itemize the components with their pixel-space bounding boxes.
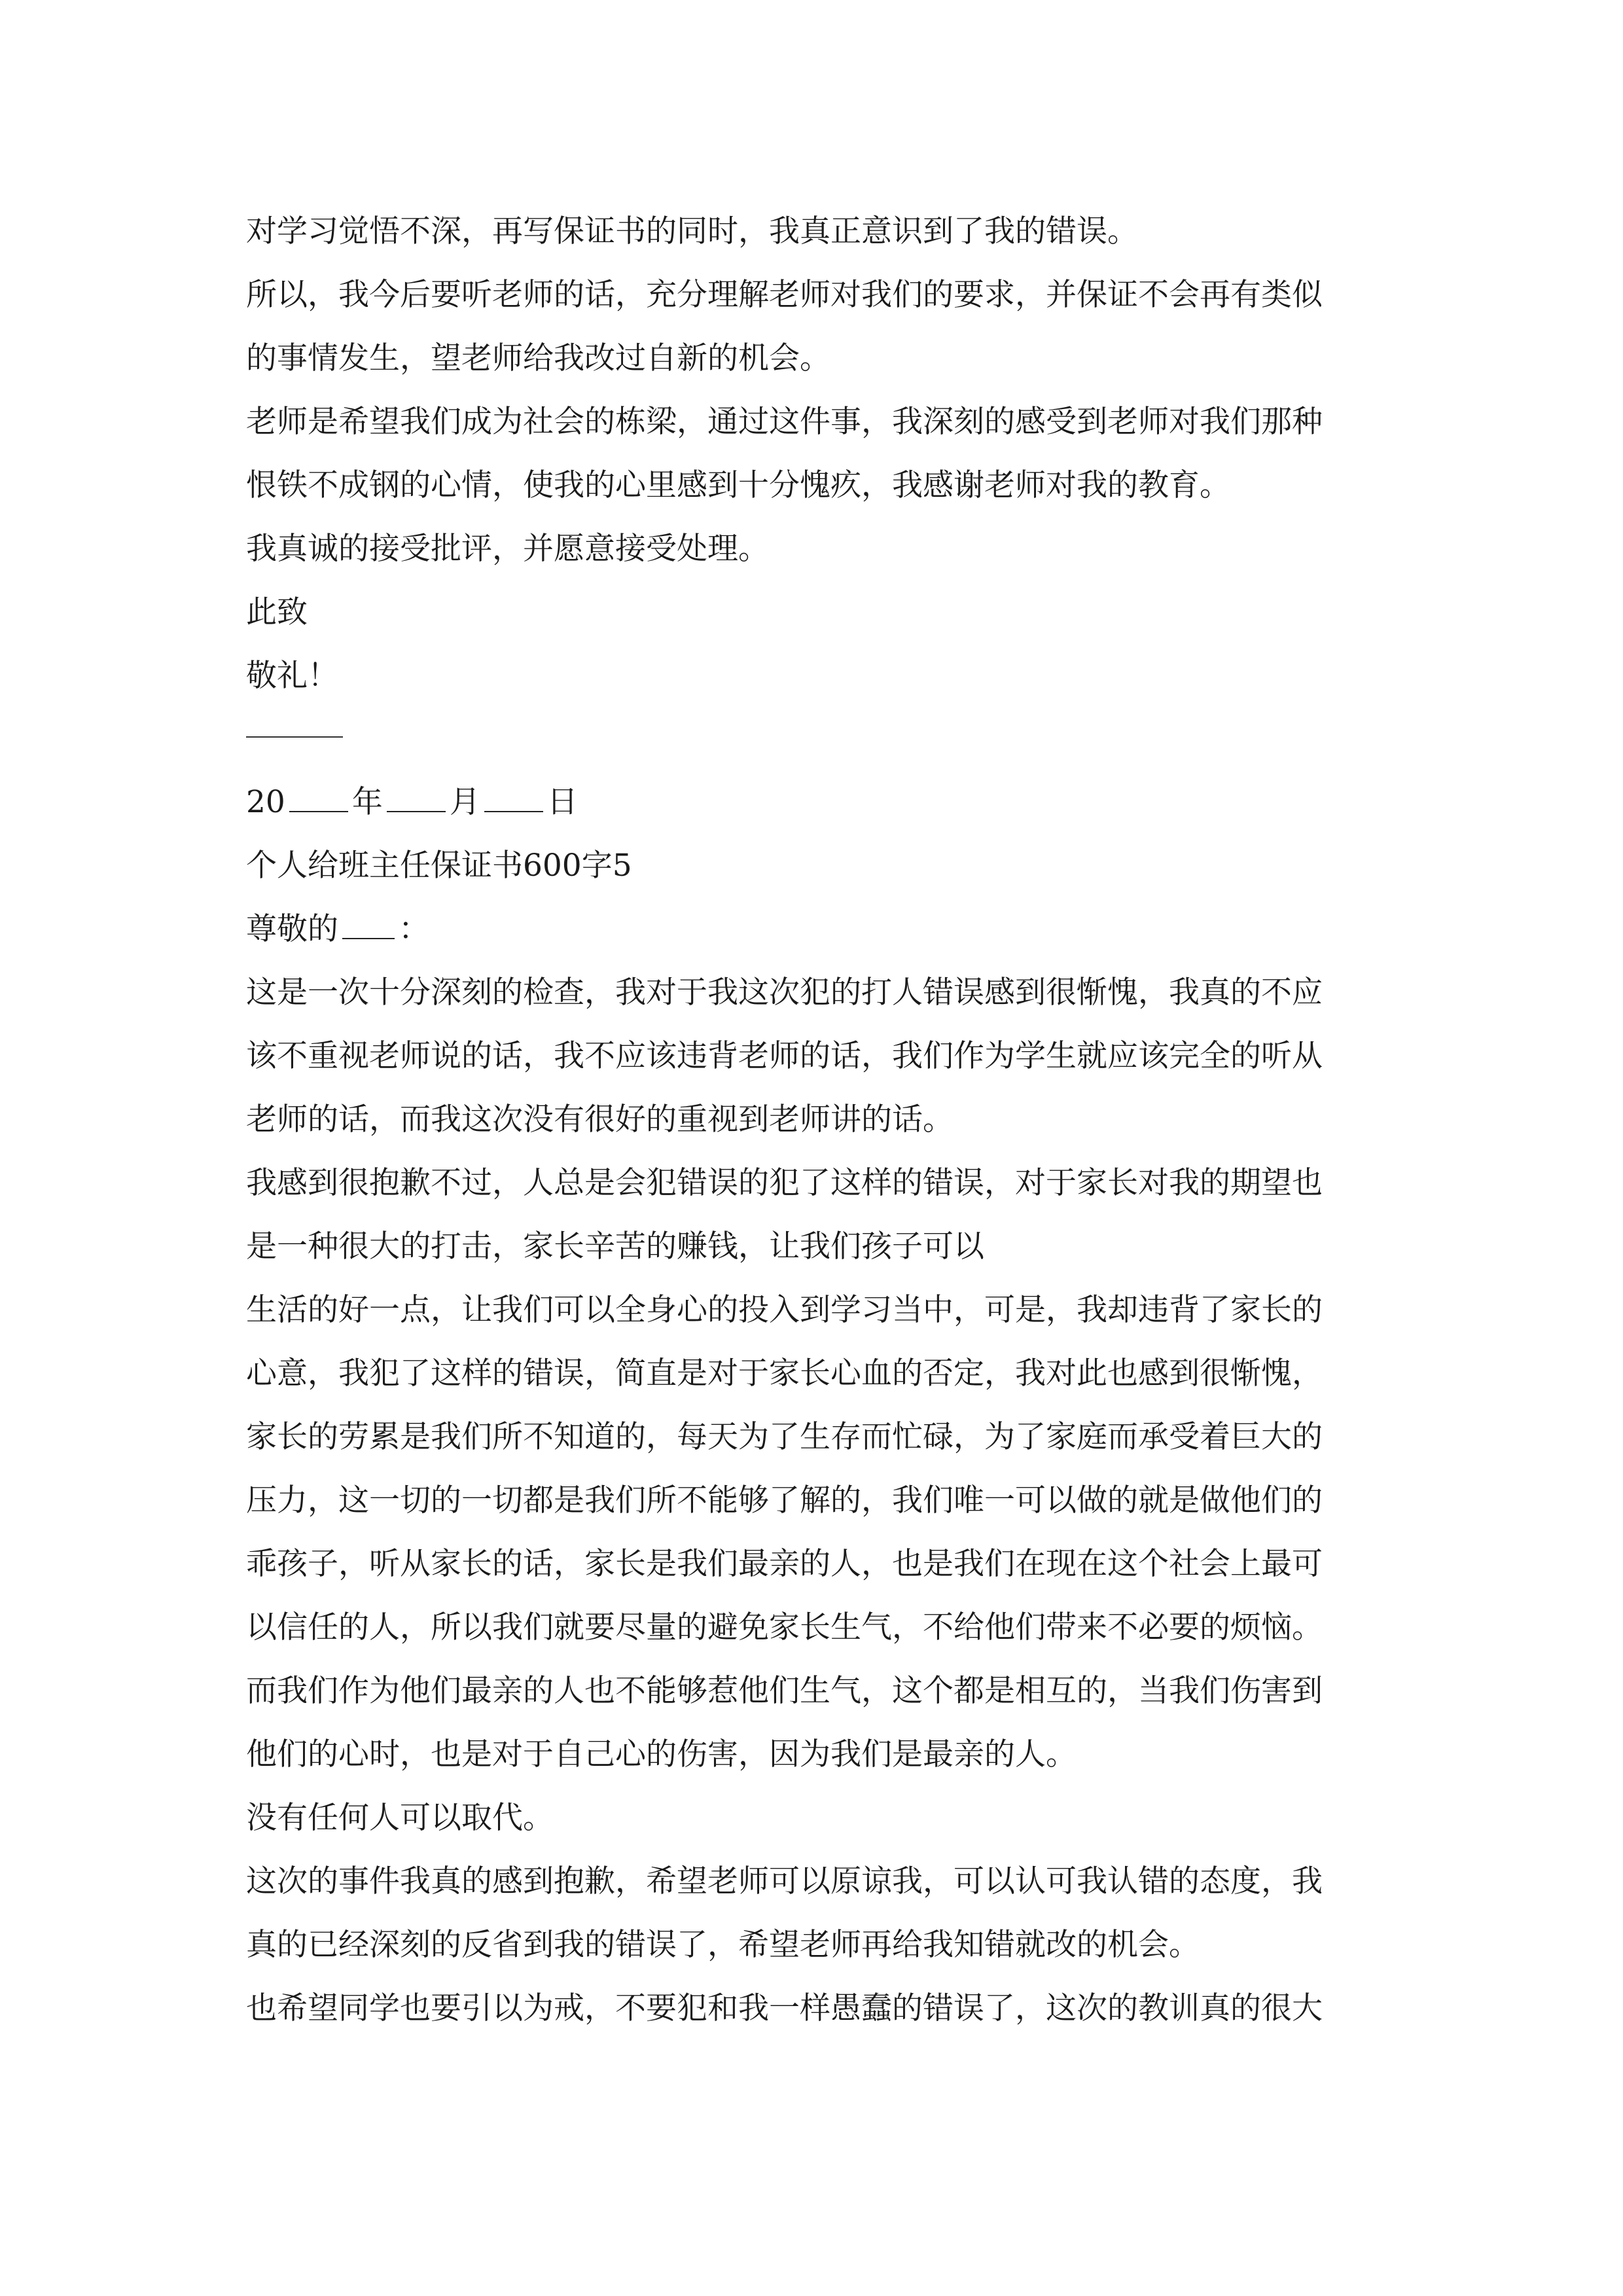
- date-year-prefix: 20: [246, 784, 285, 820]
- closing-phrase: 此致: [246, 594, 308, 630]
- paragraph-line: 这次的事件我真的感到抱歉，希望老师可以原谅我，可以认可我认错的态度，我: [246, 1863, 1323, 1899]
- salutation-suffix: ：: [399, 911, 429, 947]
- paragraph-line: 生活的好一点，让我们可以全身心的投入到学习当中，可是，我却违背了家长的: [246, 1292, 1323, 1328]
- date-day-label: 日: [546, 784, 578, 820]
- paragraph-line: 该不重视老师说的话，我不应该违背老师的话，我们作为学生就应该完全的听从: [246, 1038, 1323, 1074]
- paragraph-line: 是一种很大的打击，家长辛苦的赚钱，让我们孩子可以: [246, 1229, 984, 1265]
- paragraph-line: 心意，我犯了这样的错误，简直是对于家长心血的否定，我对此也感到很惭愧，: [246, 1355, 1323, 1391]
- recipient-blank: [342, 909, 395, 939]
- paragraph-line: 乖孩子，听从家长的话，家长是我们最亲的人，也是我们在现在这个社会上最可: [246, 1546, 1323, 1582]
- paragraph-line: 压力，这一切的一切都是我们所不能够了解的，我们唯一可以做的就是做他们的: [246, 1482, 1323, 1518]
- document-body: [246, 200, 1398, 2040]
- paragraph-line: 老师的话，而我这次没有很好的重视到老师讲的话。: [246, 1102, 954, 1138]
- section-title: 个人给班主任保证书600字5: [246, 848, 632, 884]
- paragraph-line: 我真诚的接受批评，并愿意接受处理。: [246, 531, 769, 567]
- paragraph-line: 所以，我今后要听老师的话，充分理解老师对我们的要求，并保证不会再有类似: [246, 277, 1323, 313]
- paragraph-line: 真的已经深刻的反省到我的错误了，希望老师再给我知错就改的机会。: [246, 1927, 1200, 1963]
- date-month-label: 月: [449, 784, 480, 820]
- paragraph-line: 恨铁不成钢的心情，使我的心里感到十分愧疚，我感谢老师对我的教育。: [246, 467, 1230, 503]
- paragraph-line: 这是一次十分深刻的检查，我对于我这次犯的打人错误感到很惭愧，我真的不应: [246, 975, 1323, 1011]
- year-blank: [289, 782, 348, 812]
- paragraph-line: 他们的心时，也是对于自己心的伤害，因为我们是最亲的人。: [246, 1736, 1077, 1772]
- paragraph-line: 老师是希望我们成为社会的栋梁，通过这件事，我深刻的感受到老师对我们那种: [246, 404, 1323, 440]
- paragraph-line: 的事情发生，望老师给我改过自新的机会。: [246, 340, 830, 376]
- salutation-prefix: 尊敬的: [246, 911, 338, 947]
- paragraph-line: 我感到很抱歉不过，人总是会犯错误的犯了这样的错误，对于家长对我的期望也: [246, 1165, 1323, 1201]
- salutation: [246, 897, 1398, 961]
- closing-salute: 敬礼！: [246, 658, 338, 694]
- day-blank: [484, 782, 543, 812]
- paragraph-line: 没有任何人可以取代。: [246, 1800, 554, 1836]
- date-year-label: 年: [351, 784, 383, 820]
- paragraph-line: 以信任的人，所以我们就要尽量的避免家长生气，不给他们带来不必要的烦恼。: [246, 1609, 1323, 1645]
- signature-line: [246, 736, 343, 738]
- paragraph-line: 对学习觉悟不深，再写保证书的同时，我真正意识到了我的错误。: [246, 213, 1138, 249]
- month-blank: [387, 782, 446, 812]
- paragraph-line: 也希望同学也要引以为戒，不要犯和我一样愚蠢的错误了，这次的教训真的很大: [246, 1990, 1323, 2026]
- paragraph-line: 而我们作为他们最亲的人也不能够惹他们生气，这个都是相互的，当我们伤害到: [246, 1673, 1323, 1709]
- date-line: [246, 770, 1398, 834]
- paragraph-line: 家长的劳累是我们所不知道的，每天为了生存而忙碌，为了家庭而承受着巨大的: [246, 1419, 1323, 1455]
